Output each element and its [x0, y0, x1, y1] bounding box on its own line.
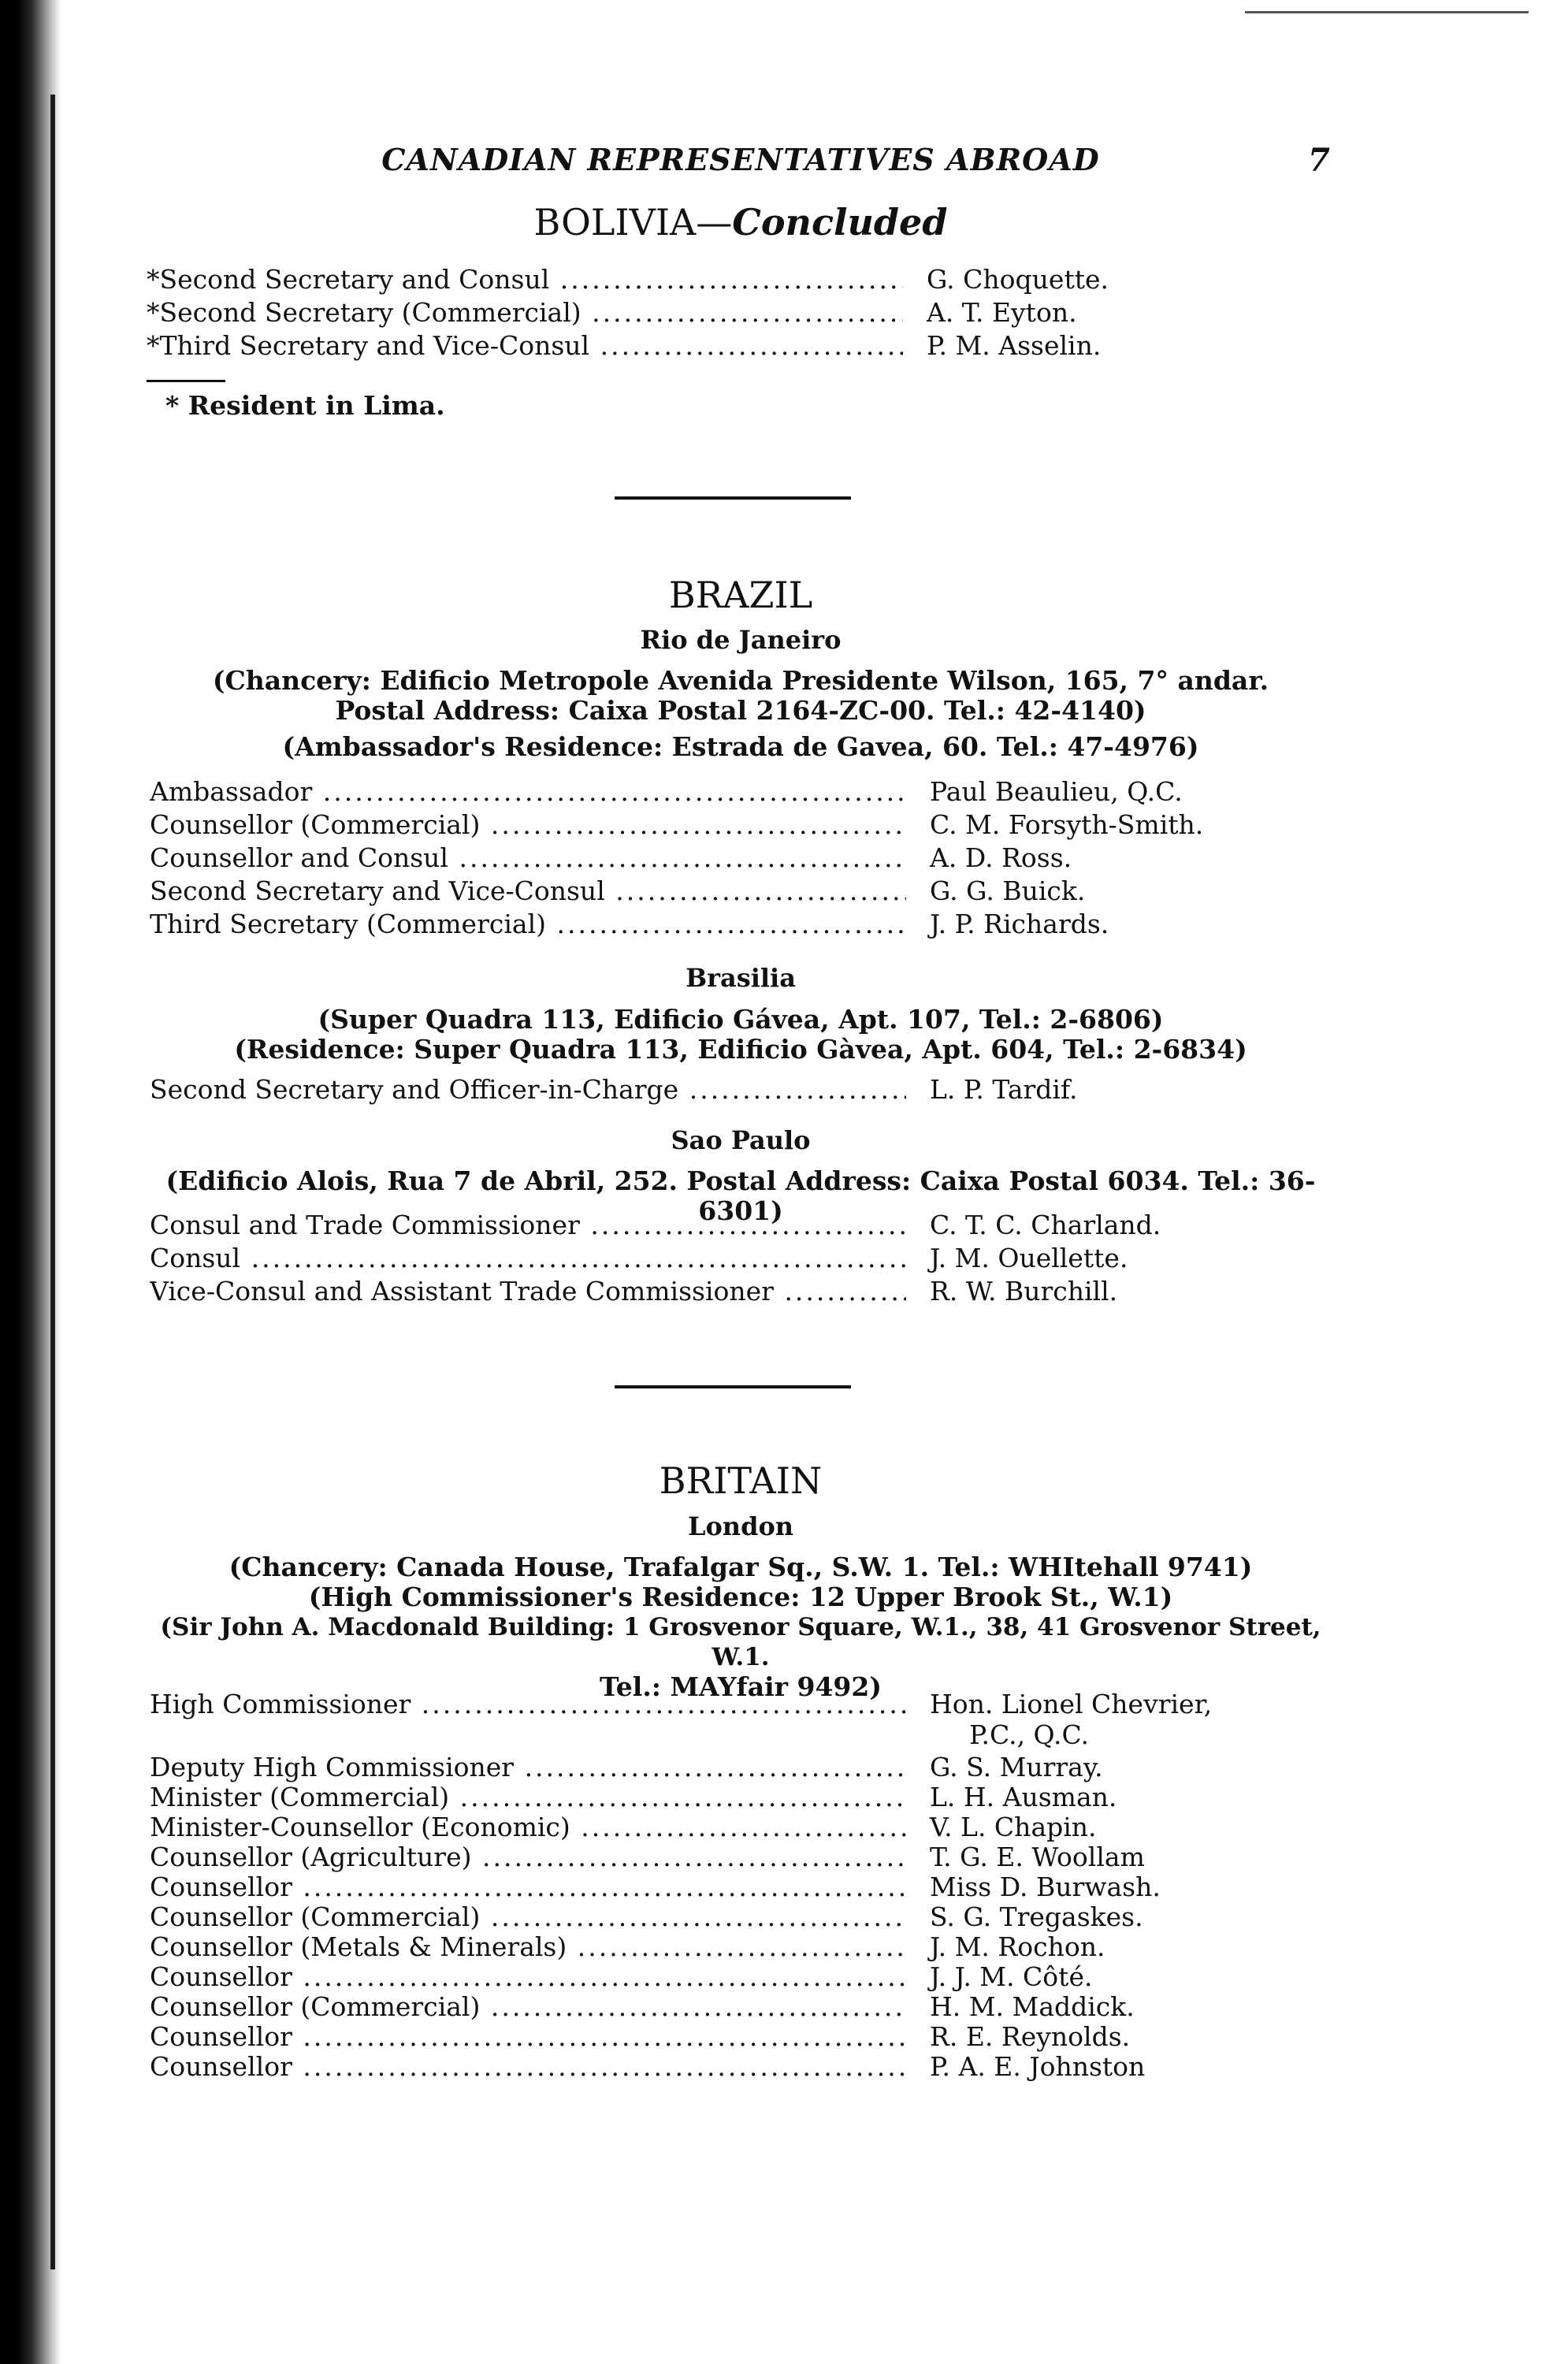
officer-name: J. J. M. Côté.	[930, 1961, 1093, 1992]
top-edge-rule	[1245, 11, 1529, 13]
position-label: Counsellor (Commercial) .....	[150, 809, 906, 840]
address-line: (Ambassador's Residence: Estrada de Gavea, 60. Tel.: 47-4976)	[282, 731, 1199, 762]
list-item	[150, 1931, 1332, 1961]
list-item	[150, 1752, 1332, 1782]
list-item	[150, 1991, 1332, 2021]
list-item	[150, 875, 1332, 909]
binding-edge	[50, 95, 55, 2269]
list-item	[150, 1872, 1332, 1901]
officer-name	[930, 1689, 1212, 1750]
london-address	[150, 1552, 1332, 1702]
position-label: Second Secretary and Vice-Consul .....	[150, 875, 906, 906]
list-item	[150, 1812, 1332, 1842]
officer-name: G. Choquette.	[927, 264, 1109, 295]
list-item	[150, 1689, 1332, 1752]
list-item	[150, 1961, 1332, 1991]
footnote-rule	[147, 380, 225, 382]
address-line: Tel.: MAYfair 9492)	[600, 1671, 882, 1702]
position-label: Minister (Commercial) .....	[150, 1782, 906, 1812]
brasilia-staff-list	[150, 1074, 1332, 1107]
britain-title: BRITAIN	[659, 1459, 823, 1502]
address-line: (Sir John A. Macdonald Building: 1 Grosvenor Square, W.1., 38, 41 Grosvenor Street, W.1.	[160, 1613, 1321, 1671]
officer-name: S. G. Tregaskes.	[930, 1901, 1143, 1932]
list-item	[150, 909, 1332, 942]
address-line: (Residence: Super Quadra 113, Edificio Gàvea, Apt. 604, Tel.: 2-6834)	[234, 1034, 1247, 1065]
section-divider	[615, 1385, 851, 1388]
list-item	[150, 2021, 1332, 2051]
bolivia-title-main: BOLIVIA—	[533, 201, 733, 243]
officer-name: Miss D. Burwash.	[930, 1872, 1161, 1902]
position-label: Consul and Trade Commissioner .....	[150, 1210, 906, 1240]
position-label: Counsellor .....	[150, 2021, 906, 2052]
list-item	[150, 809, 1332, 842]
officer-name: P. A. E. Johnston	[930, 2051, 1146, 2082]
bolivia-footnote: * Resident in Lima.	[165, 390, 445, 421]
position-label: Minister-Counsellor (Economic) .....	[150, 1812, 906, 1842]
address-line: (Chancery: Edificio Metropole Avenida Presidente Wilson, 165, 7° andar.	[212, 665, 1269, 696]
position-label: *Second Secretary (Commercial) .....	[147, 297, 903, 328]
position-label: Counsellor .....	[150, 1961, 906, 1992]
officer-name: H. M. Maddick.	[930, 1991, 1135, 2022]
address-line: (Super Quadra 113, Edificio Gávea, Apt. 107, Tel.: 2-6806)	[318, 1004, 1164, 1035]
section-divider	[615, 496, 851, 500]
officer-name: G. G. Buick.	[930, 875, 1086, 906]
officer-name: G. S. Murray.	[930, 1752, 1103, 1782]
running-head: CANADIAN REPRESENTATIVES ABROAD	[381, 142, 1100, 177]
position-label: *Second Secretary and Consul .....	[147, 264, 903, 295]
address-line: (Chancery: Canada House, Trafalgar Sq., S.W. 1. Tel.: WHItehall 9741)	[229, 1552, 1253, 1582]
list-item	[150, 1074, 1332, 1107]
sao-paulo-staff-list	[150, 1210, 1332, 1309]
officer-name: P. M. Asselin.	[927, 330, 1102, 361]
officer-name: J. M. Rochon.	[930, 1931, 1105, 1962]
position-label: High Commissioner .....	[150, 1689, 906, 1719]
list-item	[150, 1276, 1332, 1309]
position-label: *Third Secretary and Vice-Consul .....	[147, 330, 903, 361]
list-item	[150, 842, 1332, 875]
position-label: Third Secretary (Commercial) .....	[150, 909, 906, 939]
officer-name-line: P.C., Q.C.	[969, 1719, 1090, 1750]
brasilia-address	[150, 1005, 1332, 1065]
list-item	[150, 776, 1332, 809]
position-label: Deputy High Commissioner .....	[150, 1752, 906, 1782]
list-item	[147, 264, 1328, 297]
bolivia-title-concluded: Concluded	[732, 201, 948, 243]
officer-name: C. M. Forsyth-Smith.	[930, 809, 1204, 840]
position-label: Counsellor and Consul .....	[150, 842, 906, 873]
list-item	[150, 1243, 1332, 1276]
bolivia-staff-list	[147, 264, 1328, 363]
sao-paulo-city-heading: Sao Paulo	[671, 1125, 811, 1155]
address-line: (High Commissioner's Residence: 12 Upper Brook St., W.1)	[308, 1582, 1173, 1612]
officer-name: A. T. Eyton.	[927, 297, 1077, 328]
brasilia-city-heading: Brasilia	[686, 963, 796, 993]
position-label: Counsellor (Commercial) .....	[150, 1901, 906, 1932]
list-item	[150, 1782, 1332, 1812]
position-label: Ambassador .....	[150, 776, 906, 807]
position-label: Counsellor (Metals & Minerals) .....	[150, 1931, 906, 1962]
officer-name: Paul Beaulieu, Q.C.	[930, 776, 1183, 807]
list-item	[150, 1210, 1332, 1243]
list-item	[150, 1842, 1332, 1872]
list-item	[150, 1901, 1332, 1931]
officer-name: R. E. Reynolds.	[930, 2021, 1131, 2052]
rio-city-heading: Rio de Janeiro	[640, 625, 842, 655]
position-label: Consul .....	[150, 1243, 906, 1273]
officer-name: L. H. Ausman.	[930, 1782, 1117, 1812]
officer-name: V. L. Chapin.	[930, 1812, 1097, 1842]
list-item	[150, 2051, 1332, 2081]
officer-name: L. P. Tardif.	[930, 1074, 1078, 1105]
rio-staff-list	[150, 776, 1332, 942]
address-line: (Edificio Alois, Rua 7 de Abril, 252. Postal Address: Caixa Postal 6034. Tel.: 36-6301)	[165, 1165, 1316, 1226]
address-line: Postal Address: Caixa Postal 2164-ZC-00. Tel.: 42-4140)	[335, 695, 1146, 726]
position-label: Second Secretary and Officer-in-Charge .....	[150, 1074, 906, 1105]
officer-name: R. W. Burchill.	[930, 1276, 1118, 1307]
london-staff-list	[150, 1689, 1332, 2081]
position-label: Counsellor .....	[150, 1872, 906, 1902]
brazil-title: BRAZIL	[668, 574, 813, 616]
list-item	[147, 297, 1328, 330]
officer-name: J. P. Richards.	[930, 909, 1109, 939]
london-city-heading: London	[687, 1511, 794, 1541]
bolivia-title	[150, 201, 1332, 243]
position-label: Counsellor (Commercial) .....	[150, 1991, 906, 2022]
officer-name: T. G. E. Woollam	[930, 1842, 1145, 1872]
position-label: Counsellor (Agriculture) .....	[150, 1842, 906, 1872]
officer-name: J. M. Ouellette.	[930, 1243, 1128, 1273]
officer-name: C. T. C. Charland.	[930, 1210, 1161, 1240]
officer-name-line: Hon. Lionel Chevrier,	[930, 1689, 1213, 1719]
list-item	[147, 330, 1328, 363]
page-number: 7	[1308, 142, 1330, 179]
position-label: Counsellor .....	[150, 2051, 906, 2082]
position-label: Vice-Consul and Assistant Trade Commissioner .....	[150, 1276, 906, 1307]
officer-name: A. D. Ross.	[930, 842, 1072, 873]
rio-address	[150, 666, 1332, 762]
